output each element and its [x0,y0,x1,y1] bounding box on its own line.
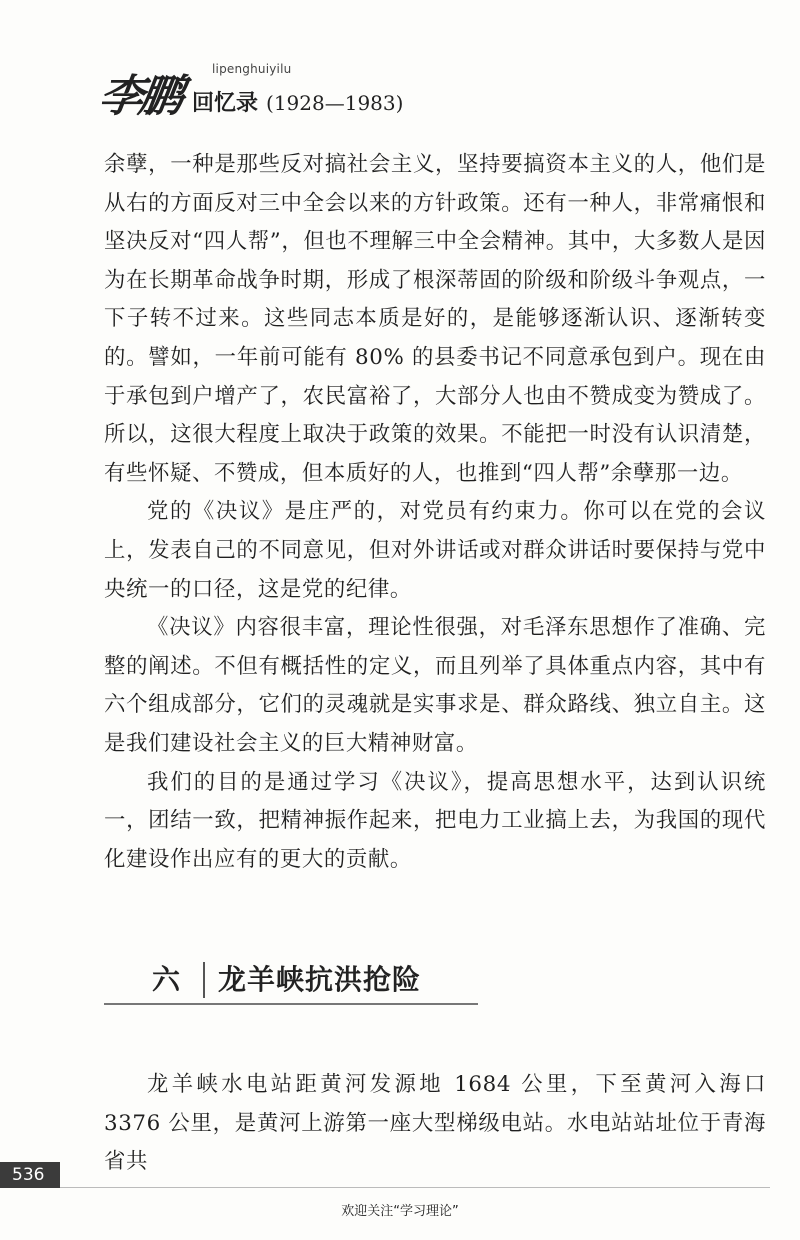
body-text-lower [104,1066,766,1182]
section-number: 六 [152,963,181,996]
body-text-upper [104,146,766,879]
running-header [95,52,700,122]
section-divider [203,962,205,998]
paragraph: 我们的目的是通过学习《决议》，提高思想水平，达到认识统一，团结一致，把精神振作起来，把电力工业搞上去，为我国的现代化建设作出应有的更大的贡献。 [104,769,766,872]
section-heading [104,952,484,1008]
paragraph: 余孽，一种是那些反对搞社会主义，坚持要搞资本主义的人，他们是从右的方面反对三中全会以来的方针政策。还有一种人，非常痛恨和坚决反对“四人帮”，但也不理解三中全会精神。其中，大多数人是因为在长期革命战争时期，形成了根深蒂固的阶级和阶级斗争观点，一下子转不过来。这些同志本质是好的，是能够逐渐认识、逐渐转变的。譬如，一年前可能有 80% 的县委书记不同意承包到户。现在由于承包到户增产了，农民富裕了，大部分人也由不赞成变为赞成了。所以，这很大程度上取决于政策的效果。不能把一时没有认识清楚，有些怀疑、不赞成，但本质好的人，也推到“四人帮”余孽那一边。 [104,152,766,486]
book-title-text: 回忆录 [192,91,259,116]
section-underline [104,1003,478,1005]
paragraph: 《决议》内容很丰富，理论性很强，对毛泽东思想作了准确、完整的阐述。不但有概括性的定义，而且列举了具体重点内容，其中有六个组成部分，它们的灵魂就是实事求是、群众路线、独立自主。这是我们建设社会主义的巨大精神财富。 [104,615,766,756]
footer-rule [60,1187,770,1188]
book-title [192,86,403,117]
paragraph: 党的《决议》是庄严的，对党员有约束力。你可以在党的会议上，发表自己的不同意见，但对外讲话或对群众讲话时要保持与党中央统一的口径，这是党的纪律。 [104,499,766,602]
author-calligraphy-logo: 李鹏 [95,71,183,122]
header-pinyin: lipenghuiyilu [212,62,292,76]
section-title: 龙羊峡抗洪抢险 [218,963,422,996]
page-number: 536 [0,1162,60,1188]
footer-watermark: 欢迎关注“学习理论” [341,1204,459,1219]
book-years: (1928—1983) [266,91,404,115]
paragraph: 龙羊峡水电站距黄河发源地 1684 公里，下至黄河入海口 3376 公里，是黄河上游第一座大型梯级电站。水电站站址位于青海省共 [104,1072,766,1175]
